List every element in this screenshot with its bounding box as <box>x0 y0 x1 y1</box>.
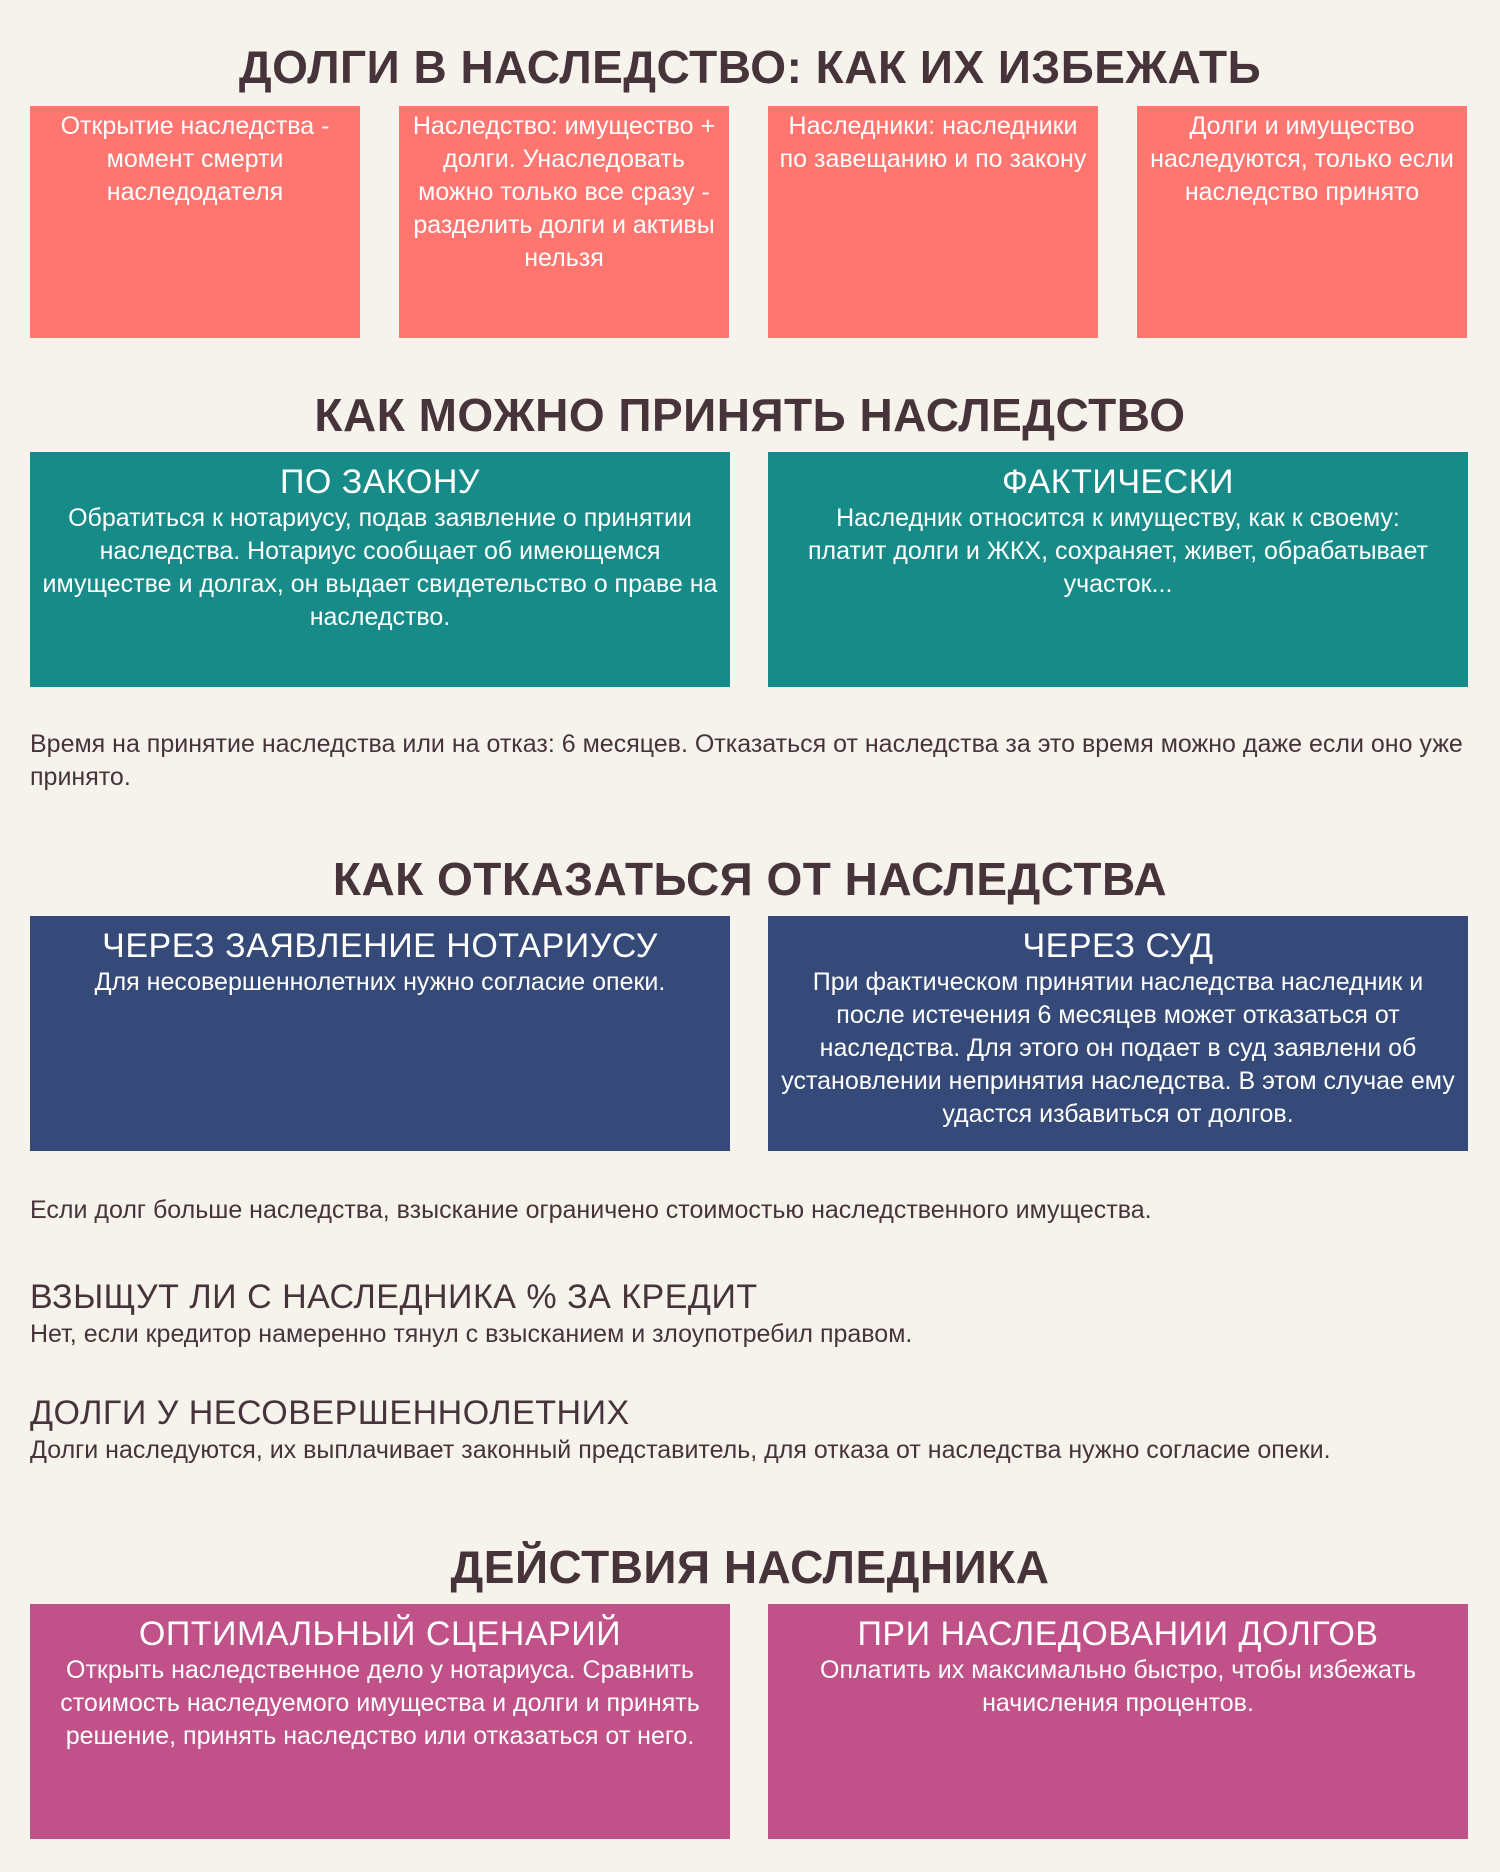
faq-text-minors: Долги наследуются, их выплачивает законный представитель, для отказа от наследства нужно согласие опеки. <box>30 1436 1331 1464</box>
info-card-heirs <box>768 106 1098 338</box>
note-time-limit: Время на принятие наследства или на отказ: 6 месяцев. Отказаться от наследства за это время можно даже если оно уже принято. <box>30 730 1463 791</box>
card-text: Оплатить их максимально быстро, чтобы избежать начисления процентов. <box>820 1656 1416 1717</box>
card-text: При фактическом принятии наследства наследник и после истечения 6 месяцев может отказаться от наследства. Для этого он подает в суд заявлени об установлении непринятия наследства. В этом случае ему удастся избавиться от долгов. <box>781 968 1455 1128</box>
card-text: Открыть наследственное дело у нотариуса. Сравнить стоимость наследуемого имущества и долги и принять решение, принять наследство или отказаться от него. <box>60 1656 700 1750</box>
info-card-text: Открытие наследства - момент смерти наследодателя <box>60 112 330 206</box>
card-heading: ЧЕРЕЗ ЗАЯВЛЕНИЕ НОТАРИУСУ <box>102 927 658 965</box>
card-heading: ОПТИМАЛЬНЫЙ СЦЕНАРИЙ <box>138 1615 622 1653</box>
faq-text-interest: Нет, если кредитор намеренно тянул с взысканием и злоупотребил правом. <box>30 1320 913 1348</box>
info-card-acceptance <box>1137 106 1467 338</box>
card-text: Наследник относится к имуществу, как к своему: платит долги и ЖКХ, сохраняет, живет, обрабатывает участок... <box>808 504 1428 598</box>
card-inheriting-debts <box>768 1604 1468 1839</box>
info-card-text: Долги и имущество наследуются, только если наследство принято <box>1150 112 1454 206</box>
info-card-inheritance <box>399 106 729 338</box>
section-title-actions: ДЕЙСТВИЯ НАСЛЕДНИКА <box>450 1541 1050 1593</box>
card-heading: ЧЕРЕЗ СУД <box>1022 927 1214 965</box>
card-optimal-scenario <box>30 1604 730 1839</box>
note-debt-limit: Если долг больше наследства, взыскание ограничено стоимостью наследственного имущества. <box>30 1196 1152 1224</box>
card-heading: ПО ЗАКОНУ <box>279 463 481 501</box>
card-heading: ПРИ НАСЛЕДОВАНИИ ДОЛГОВ <box>857 1615 1379 1653</box>
faq-heading-interest: ВЗЫЩУТ ЛИ С НАСЛЕДНИКА % ЗА КРЕДИТ <box>30 1278 758 1316</box>
card-text: Для несовершеннолетних нужно согласие опеки. <box>94 968 666 996</box>
section-title-refuse: КАК ОТКАЗАТЬСЯ ОТ НАСЛЕДСТВА <box>332 853 1168 905</box>
card-text: Обратиться к нотариусу, подав заявление о принятии наследства. Нотариус сообщает об имеющемся имуществе и долгах, он выдает свидетельство о праве на наследство. <box>42 504 718 631</box>
card-by-law <box>30 452 730 687</box>
info-card-text: Наследники: наследники по завещанию и по закону <box>779 112 1087 173</box>
info-card-opening <box>30 106 360 338</box>
card-actual <box>768 452 1468 687</box>
faq-heading-minors: ДОЛГИ У НЕСОВЕРШЕННОЛЕТНИХ <box>30 1394 630 1432</box>
card-via-notary <box>30 916 730 1151</box>
section-title-debts: ДОЛГИ В НАСЛЕДСТВО: КАК ИХ ИЗБЕЖАТЬ <box>238 41 1262 93</box>
info-card-text: Наследство: имущество + долги. Унаследовать можно только все сразу - разделить долги и активы нельзя <box>412 112 716 272</box>
card-heading: ФАКТИЧЕСКИ <box>1002 463 1234 501</box>
card-via-court <box>768 916 1468 1151</box>
section-title-accept: КАК МОЖНО ПРИНЯТЬ НАСЛЕДСТВО <box>314 389 1186 441</box>
